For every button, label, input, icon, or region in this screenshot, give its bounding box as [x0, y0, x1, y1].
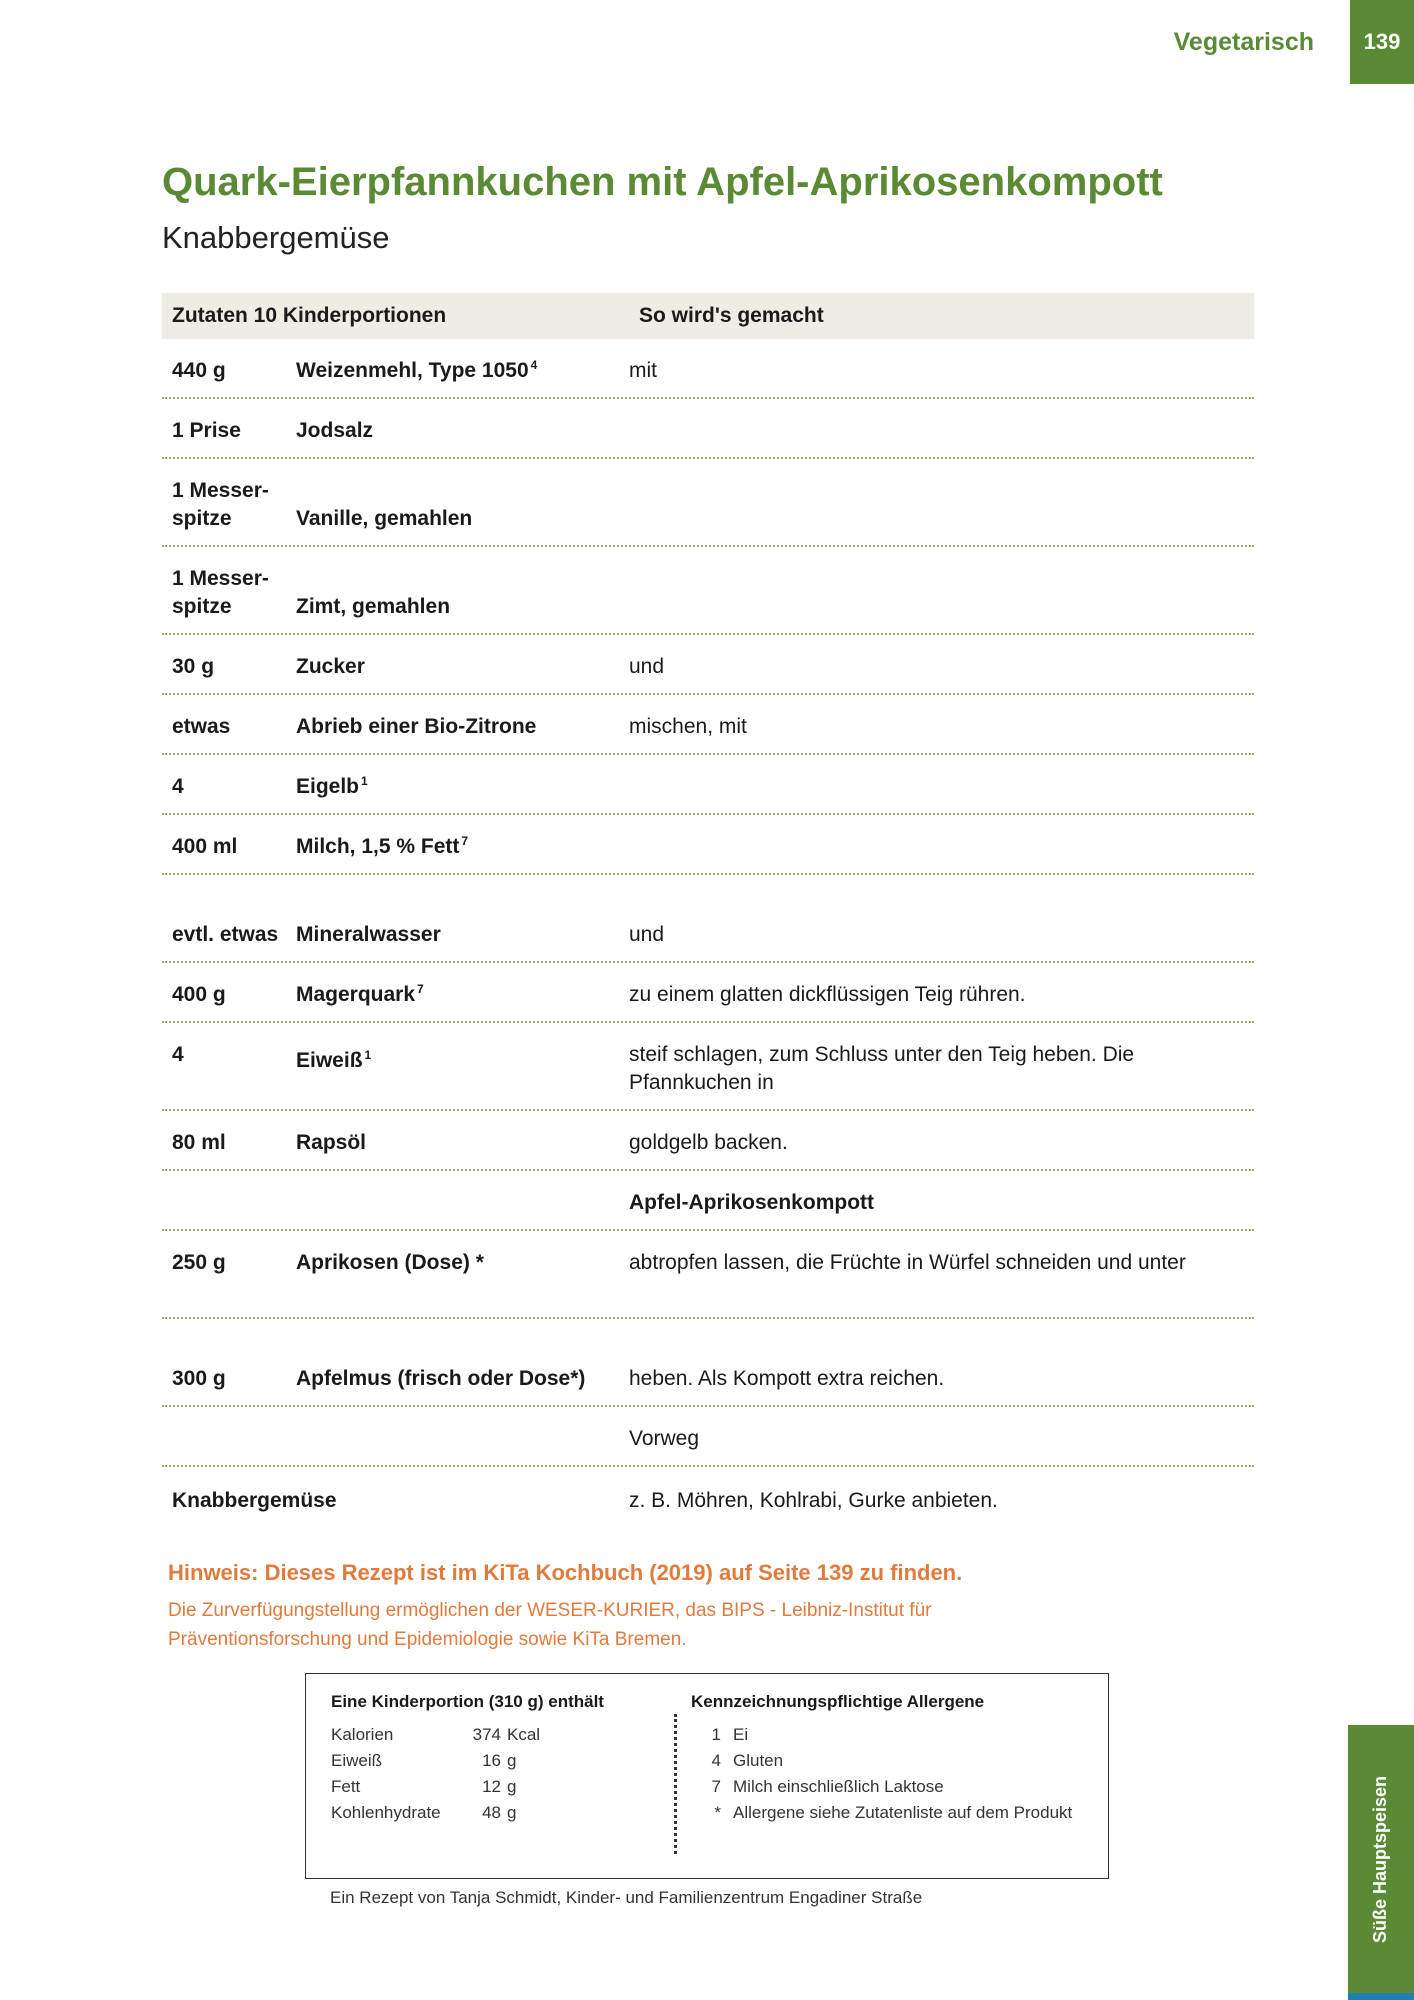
nutrition-list [331, 1722, 661, 1826]
allergen-key: * [714, 1803, 721, 1822]
ingredient-quantity: 80 ml [172, 1131, 226, 1154]
ingredient-quantity: 1 Prise [172, 419, 241, 442]
note-text-line: Die Zurverfügungstellung ermöglichen der WESER-KURIER, das BIPS - Leibniz-Institut für [168, 1600, 932, 1621]
allergen-heading: Kennzeichnungspflichtige Allergene [691, 1692, 985, 1711]
ingredient-name: Zimt, gemahlen [296, 595, 451, 618]
allergen-row [691, 1774, 1091, 1800]
table-row [162, 875, 1254, 963]
table-body [162, 339, 1254, 1527]
ingredient-quantity: evtl. etwas [172, 923, 279, 946]
header-ingredients: Zutaten 10 Kinderportionen [172, 304, 447, 327]
preparation-step: mit [629, 359, 657, 382]
nutrition-box [305, 1673, 1109, 1879]
note-text-line: Präventionsforschung und Epidemiologie sowie KiTa Bremen. [168, 1629, 687, 1650]
allergen-footnote: 1 [361, 774, 368, 788]
nutrient-unit: g [507, 1751, 517, 1770]
ingredient-name: Magerquark $^7$ [296, 982, 424, 1006]
nutrient-name: Kohlenhydrate [331, 1803, 441, 1822]
ingredient-name: Mineralwasser [296, 923, 441, 946]
section-label: Vegetarisch [1173, 28, 1314, 56]
ingredient-quantity: 4 [172, 775, 184, 798]
allergen-footnote: 7 [461, 834, 469, 848]
preparation-step: steif schlagen, zum Schluss unter den Teig heben. Die Pfannkuchen in [629, 1043, 1135, 1094]
allergen-key: 4 [711, 1751, 721, 1770]
preparation-step: abtropfen lassen, die Früchte in Würfel schneiden und unter [629, 1251, 1186, 1274]
ingredient-quantity: 1 Messer- spitze [172, 567, 269, 618]
ingredient-quantity: 250 g [172, 1251, 226, 1274]
recipe-title: Quark-Eierpfannkuchen mit Apfel-Aprikosenkompott [162, 160, 1163, 204]
table-row [162, 1231, 1254, 1319]
recipe-credit: Ein Rezept von Tanja Schmidt, Kinder- und Familienzentrum Engadiner Straße [330, 1888, 923, 1907]
nutrient-value: 374 [472, 1725, 501, 1744]
preparation-step: heben. Als Kompott extra reichen. [629, 1367, 945, 1390]
ingredient-quantity: 300 g [172, 1367, 226, 1390]
table-row [162, 547, 1254, 635]
allergen-row [691, 1800, 1091, 1826]
chapter-tab [1348, 1725, 1414, 1993]
nutrition-row [331, 1774, 661, 1800]
preparation-step: und [629, 655, 665, 678]
page-number: 139 [1350, 0, 1414, 84]
allergen-label: Milch einschließlich Laktose [733, 1777, 944, 1796]
allergen-label: Ei [733, 1725, 749, 1744]
ingredient-name: Eiweiß $^1$ [296, 1048, 372, 1072]
ingredient-quantity: 440 g [172, 359, 226, 382]
nutrition-panel [331, 1692, 661, 1826]
ingredient-name: Jodsalz [296, 419, 374, 442]
table-row [162, 1467, 1254, 1527]
table-row [162, 1171, 1254, 1231]
preparation-step: Vorweg [629, 1427, 700, 1450]
nutrient-unit: g [507, 1777, 517, 1796]
allergen-panel [691, 1692, 1091, 1826]
preparation-step: Apfel-Aprikosenkompott [629, 1191, 875, 1214]
allergen-footnote: 4 [530, 358, 538, 372]
nutrition-heading: Eine Kinderportion (310 g) enthält [331, 1692, 604, 1711]
recipe-table [162, 293, 1254, 1527]
table-row [162, 1319, 1254, 1407]
nutrition-row [331, 1748, 661, 1774]
preparation-step: mischen, mit [629, 715, 747, 738]
ingredient-quantity: 1 Messer- spitze [172, 479, 269, 530]
nutrient-value: 12 [482, 1777, 501, 1796]
ingredient-quantity: 400 g [172, 983, 226, 1006]
note-block [168, 1560, 1258, 1654]
table-row [162, 755, 1254, 815]
ingredient-quantity: etwas [172, 715, 231, 738]
allergen-footnote: 1 [364, 1048, 372, 1062]
nutrient-unit: Kcal [507, 1725, 541, 1744]
allergen-label: Allergene siehe Zutatenliste auf dem Produkt [733, 1803, 1073, 1822]
note-text [168, 1596, 1258, 1654]
allergen-row [691, 1722, 1091, 1748]
table-row [162, 339, 1254, 399]
table-row [162, 459, 1254, 547]
chapter-tab-accent [1348, 1993, 1414, 2000]
preparation-step: goldgelb backen. [629, 1131, 788, 1154]
chapter-tab-label: Süße Hauptspeisen [1370, 1775, 1391, 1943]
nutrient-name: Fett [331, 1777, 361, 1796]
recipe-subtitle: Knabbergemüse [162, 220, 390, 255]
table-header [162, 293, 1254, 339]
nutrient-value: 16 [482, 1751, 501, 1770]
ingredient-quantity: 30 g [172, 655, 215, 678]
ingredient-name: Weizenmehl, Type 1050 $^4$ [296, 358, 538, 382]
header-steps: So wird's gemacht [639, 304, 824, 327]
nutrient-name: Eiweiß [331, 1751, 383, 1770]
ingredient-name: Apfelmus (frisch oder Dose*) [296, 1367, 586, 1390]
nutrient-name: Kalorien [331, 1725, 394, 1744]
ingredient-name: Milch, 1,5 % Fett $^7$ [296, 834, 469, 858]
ingredient-name: Rapsöl [296, 1131, 367, 1154]
ingredient-name: Zucker [296, 655, 365, 678]
ingredient-name: Abrieb einer Bio-Zitrone [296, 715, 537, 738]
table-row [162, 1407, 1254, 1467]
ingredient-quantity: Knabbergemüse [172, 1489, 337, 1512]
table-row [162, 1111, 1254, 1171]
ingredient-name: Aprikosen (Dose) * [296, 1251, 484, 1274]
nutrition-row [331, 1800, 661, 1826]
ingredient-name: Eigelb $^1$ [296, 774, 368, 798]
allergen-row [691, 1748, 1091, 1774]
nutrient-unit: g [507, 1803, 517, 1822]
table-row [162, 815, 1254, 875]
nutrient-value: 48 [482, 1803, 501, 1822]
allergen-key: 1 [711, 1725, 721, 1744]
allergen-footnote: 7 [417, 982, 424, 996]
ingredient-quantity: 4 [172, 1043, 184, 1066]
table-row [162, 1023, 1254, 1111]
table-row [162, 963, 1254, 1023]
preparation-step: zu einem glatten dickflüssigen Teig rühren. [629, 983, 1026, 1006]
table-row [162, 635, 1254, 695]
table-row [162, 399, 1254, 459]
ingredient-name: Vanille, gemahlen [296, 507, 473, 530]
allergen-label: Gluten [733, 1751, 784, 1770]
allergen-list [691, 1722, 1091, 1826]
table-row [162, 695, 1254, 755]
divider [674, 1714, 677, 1854]
allergen-key: 7 [711, 1777, 721, 1796]
note-title: Hinweis: Dieses Rezept ist im KiTa Kochbuch (2019) auf Seite 139 zu finden. [168, 1560, 963, 1585]
preparation-step: z. B. Möhren, Kohlrabi, Gurke anbieten. [629, 1489, 998, 1512]
nutrition-row [331, 1722, 661, 1748]
preparation-step: und [629, 923, 665, 946]
ingredient-quantity: 400 ml [172, 835, 238, 858]
